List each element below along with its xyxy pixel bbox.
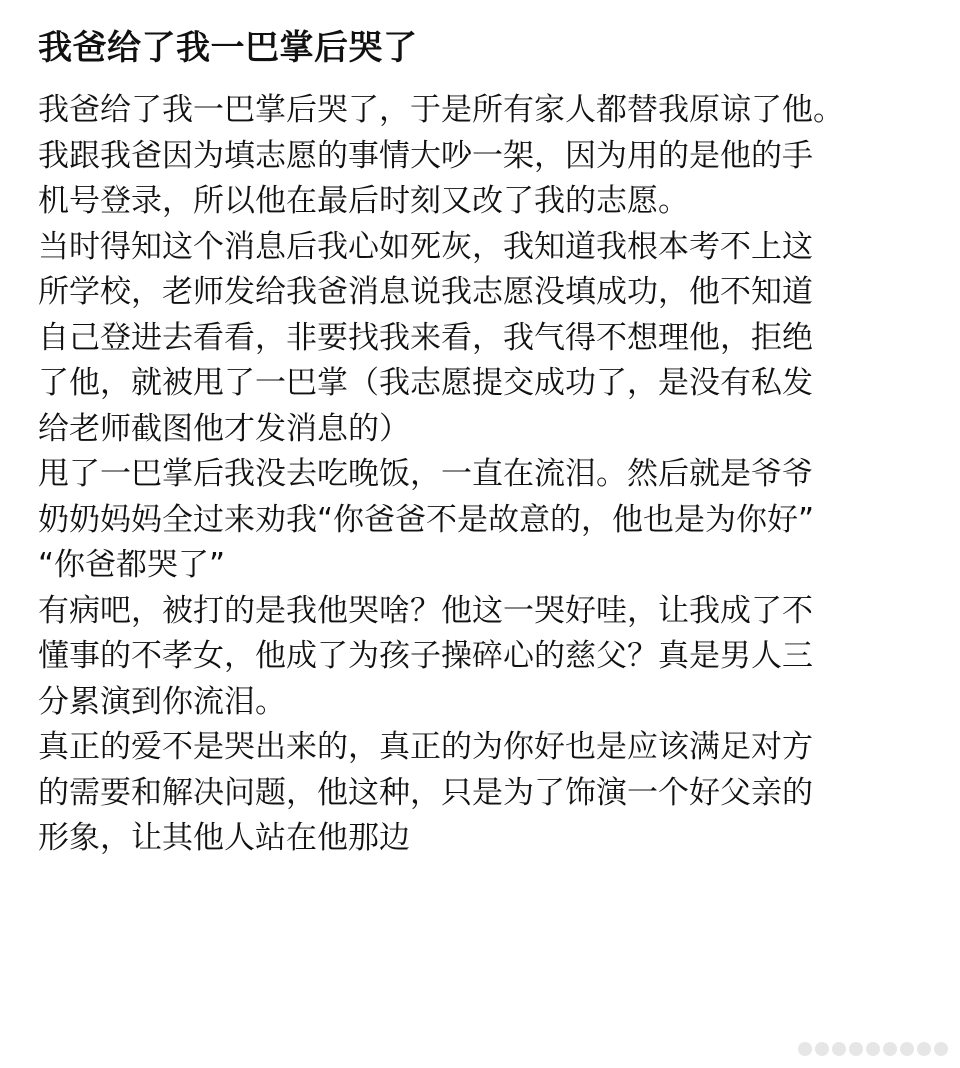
- watermark-icon: [798, 1042, 948, 1056]
- post-paragraph: [38, 225, 938, 453]
- text-line: 分累演到你流泪。: [38, 683, 286, 720]
- post-paragraph: [38, 589, 938, 726]
- text-line: 甩了一巴掌后我没去吃晚饭，一直在流泪。然后就是爷爷: [38, 456, 813, 492]
- text-line: 有病吧，被打的是我他哭啥？他这一哭好哇，让我成了不: [38, 592, 813, 629]
- watermark-dot: [934, 1042, 948, 1056]
- watermark-dot: [832, 1042, 846, 1056]
- text-line: “你爸都哭了”: [38, 547, 226, 583]
- watermark-dot: [900, 1042, 914, 1056]
- watermark-dot: [849, 1042, 863, 1056]
- post-paragraph: [38, 88, 938, 134]
- text-line: 自己登进去看看，非要找我来看，我气得不想理他，拒绝: [38, 319, 813, 356]
- post-paragraph: [38, 725, 938, 862]
- text-line: 奶奶妈妈全过来劝我“你爸爸不是故意的，他也是为你好”: [38, 501, 815, 538]
- text-line: 的需要和解决问题，他这种，只是为了饰演一个好父亲的: [38, 774, 813, 811]
- watermark-dot: [798, 1042, 812, 1056]
- text-line: 懂事的不孝女，他成了为孩子操碎心的慈父？真是男人三: [38, 638, 813, 674]
- post-paragraph: [38, 452, 938, 589]
- text-line: 真正的爱不是哭出来的，真正的为你好也是应该满足对方: [38, 729, 813, 765]
- post-title: 我爸给了我一巴掌后哭了: [38, 28, 418, 68]
- text-line: 我跟我爸因为填志愿的事情大吵一架，因为用的是他的手: [38, 137, 813, 174]
- watermark-dot: [815, 1042, 829, 1056]
- text-line: 形象，让其他人站在他那边: [38, 820, 410, 856]
- post-paragraph: [38, 134, 938, 225]
- watermark-dot: [866, 1042, 880, 1056]
- text-line: 机号登录，所以他在最后时刻又改了我的志愿。: [38, 183, 689, 219]
- text-line: 我爸给了我一巴掌后哭了，于是所有家人都替我原谅了他。: [38, 92, 844, 128]
- text-line: 了他，就被甩了一巴掌（我志愿提交成功了，是没有私发: [38, 365, 813, 401]
- post-content: [38, 24, 938, 862]
- text-line: 所学校，老师发给我爸消息说我志愿没填成功，他不知道: [38, 274, 813, 310]
- watermark-dot: [917, 1042, 931, 1056]
- text-line: 给老师截图他才发消息的）: [38, 410, 410, 447]
- watermark-dot: [883, 1042, 897, 1056]
- text-line: 当时得知这个消息后我心如死灰，我知道我根本考不上这: [38, 228, 813, 265]
